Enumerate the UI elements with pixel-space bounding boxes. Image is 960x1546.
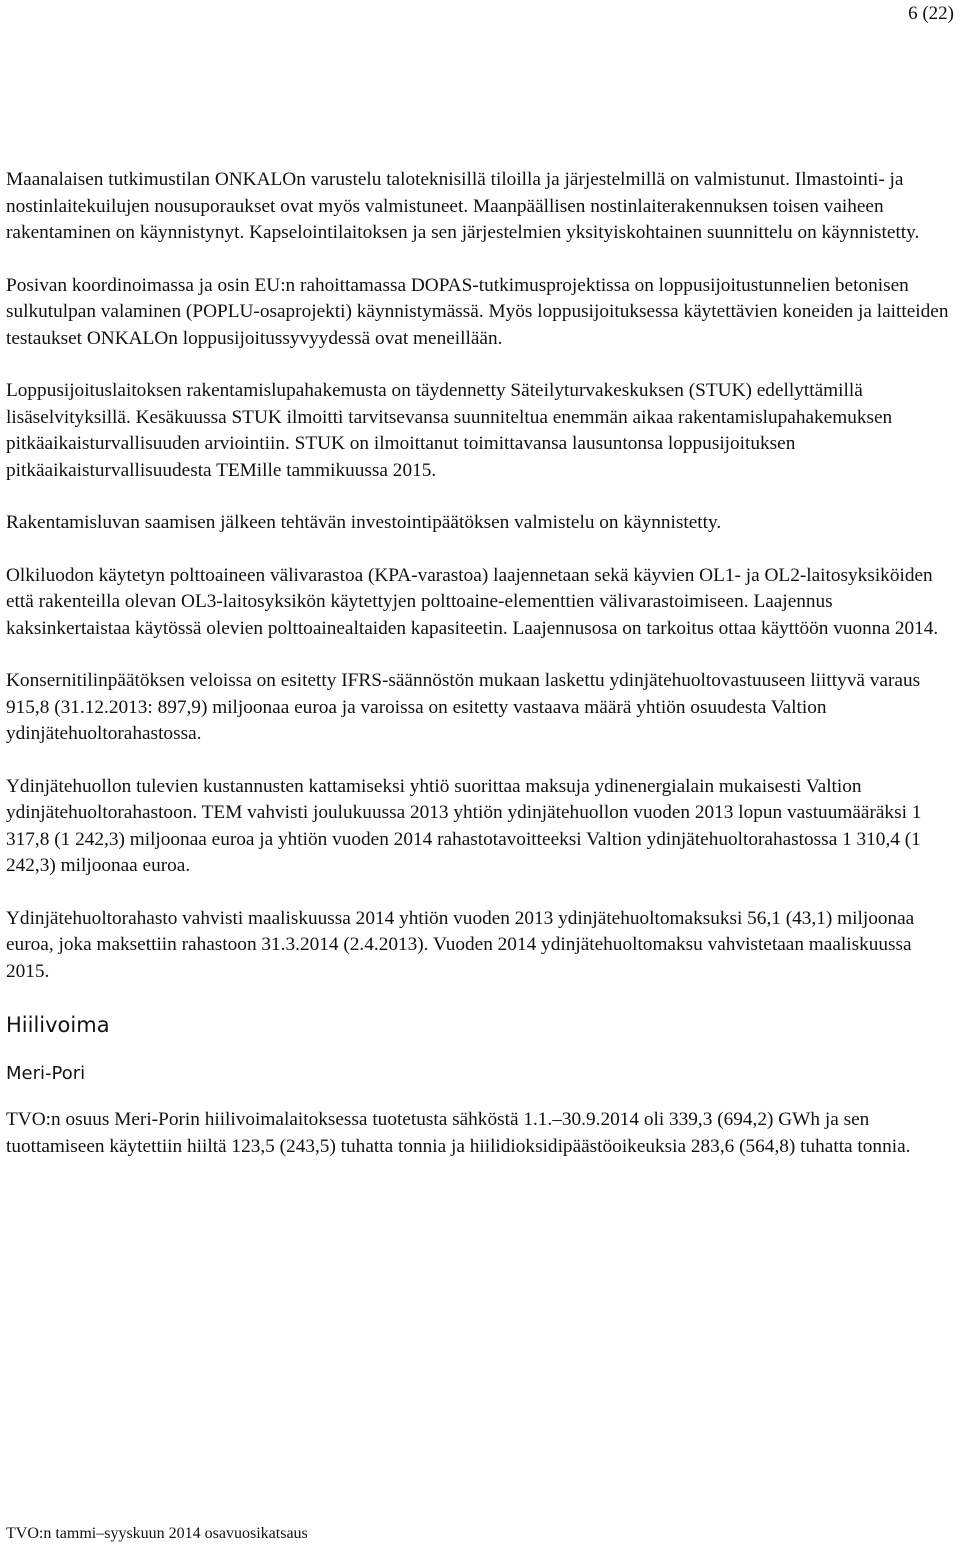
section-subheading: Meri-Pori [6,1063,86,1084]
paragraph-investment-decision: Rakentamisluvan saamisen jälkeen tehtävän investointipäätöksen valmistelu on käynnistetty. [6,512,722,533]
paragraph-meri-pori: TVO:n osuus Meri-Porin hiilivoimalaitoksessa tuotetusta sähköstä 1.1.–30.9.2014 oli 339,3 (694,2) GWh ja sen tuottamiseen käytettiin hiiltä 123,5 (243,5) tuhatta tonnia ja hiilidioksidipäästöoikeuksia 283,6 (564,8) tuhatta tonnia. [6,1109,911,1157]
page-footer: TVO:n tammi–syyskuun 2014 osavuosikatsaus [6,1525,308,1542]
paragraph-onkalo-equipment: Maanalaisen tutkimustilan ONKALOn varustelu taloteknisillä tiloilla ja järjestelmillä on valmistunut. Ilmastointi- ja nostinlaitekuilujen nousuporaukset ovat myös valmistuneet. Maanpäällisen nostinlaiterakennuksen toisen vaiheen rakentaminen on käynnistynyt. Kapselointilaitoksen ja sen järjestelmien yksityiskohtainen suunnittelu on käynnistetty. [6,169,920,243]
page-number: 6 (22) [908,3,954,24]
paragraph-nuclear-waste-provision: Konsernitilinpäätöksen veloissa on esitetty IFRS-säännöstön mukaan laskettu ydinjätehuoltovastuuseen liittyvä varaus 915,8 (31.12.2013: 897,9) miljoonaa euroa ja varoissa on esitetty vastaava määrä yhtiön osuudesta Valtion ydinjätehuoltorahastossa. [6,670,921,744]
paragraph-dopas-project: Posivan koordinoimassa ja osin EU:n rahoittamassa DOPAS-tutkimusprojektissa on loppusijoitustunnelien betonisen sulkutulpan valaminen (POPLU-osaprojekti) käynnistymässä. Myös loppusijoituksessa käytettävien koneiden ja laitteiden testaukset ONKALOn loppusijoitussyvyydessä ovat meneillään. [6,274,949,349]
section-heading: Hiilivoima [6,1013,110,1037]
paragraph-waste-management-fees: Ydinjätehuollon tulevien kustannusten kattamiseksi yhtiö suorittaa maksuja ydinenergialain mukaisesti Valtion ydinjätehuoltorahastoon. TEM vahvisti joulukuussa 2013 yhtiön ydinjätehuollon vuoden 2013 lopun vastuumääräksi 1 317,8 (1 242,3) miljoonaa euroa ja yhtiön vuoden 2014 rahastotavoitteeksi Valtion ydinjätehuoltorahastossa 1 310,4 (1 242,3) miljoonaa euroa. [6,775,922,876]
paragraph-waste-fund-payment: Ydinjätehuoltorahasto vahvisti maaliskuussa 2014 yhtiön vuoden 2013 ydinjätehuoltomaksuksi 56,1 (43,1) miljoonaa euroa, joka maksettiin rahastoon 31.3.2014 (2.4.2013). Vuoden 2014 ydinjätehuoltomaksu vahvistetaan maaliskuussa 2015. [6,907,915,982]
paragraph-kpa-storage: Olkiluodon käytetyn polttoaineen välivarastoa (KPA-varastoa) laajennetaan sekä käyvien OL1- ja OL2-laitosyksiköiden että rakenteilla olevan OL3-laitosyksikön käytettyjen polttoaine-elementtien välivarastoimiseen. Laajennus kaksinkertaistaa käytössä olevien polttoainealtaiden kapasiteetin. Laajennusosa on tarkoitus ottaa käyttöön vuonna 2014. [6,564,939,639]
document-body [6,167,954,1186]
paragraph-construction-licence: Loppusijoituslaitoksen rakentamislupahakemusta on täydennetty Säteilyturvakeskuksen (STUK) edellyttämillä lisäselvityksillä. Kesäkuussa STUK ilmoitti tarvitsevansa suunniteltua enemmän aikaa rakentamislupahakemuksen pitkäaikaisturvallisuuden arviointiin. STUK on ilmoittanut toimittavansa lausuntonsa loppusijoituksen pitkäaikaisturvallisuudesta TEMille tammikuussa 2015. [6,380,893,481]
